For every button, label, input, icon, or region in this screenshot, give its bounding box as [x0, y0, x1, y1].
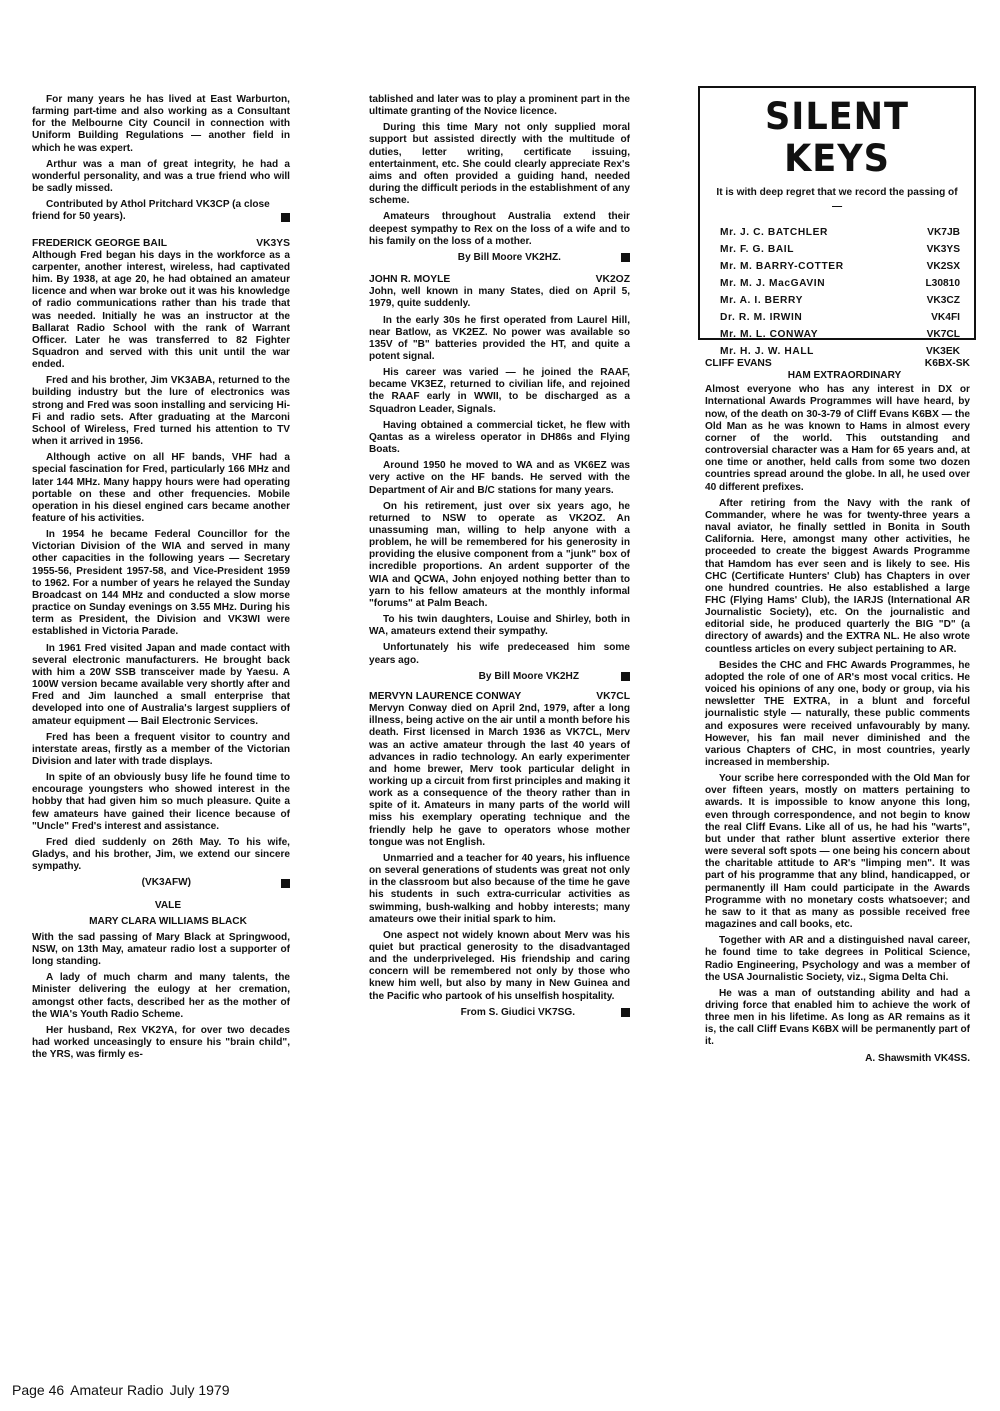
credit-line [369, 252, 630, 264]
paragraph: With the sad passing of Mary Black at Springwood, NSW, on 13th May, amateur radio lost a supporter of long standing. [32, 931, 290, 968]
member-name: Mr. M. L. CONWAY [720, 329, 819, 340]
paragraph: Arthur was a man of great integrity, he had a wonderful personality, and was a true friend who will be sadly missed. [32, 158, 290, 195]
member-callsign: VK7CL [926, 329, 960, 340]
paragraph: A lady of much charm and many talents, the Minister delivering the eulogy at her cremation, amongst other facts, described her as the mother of the WIA's Youth Radio Scheme. [32, 972, 290, 1020]
paragraph: Unmarried and a teacher for 40 years, his influence on several generations of students was great not only in the classroom but also because of the time he gave his students in such extra-curricular activities as swimming, bush-walking and hobby interests; many amateurs owe their initial spark to him. [369, 852, 630, 925]
paragraph: For many years he has lived at East Warburton, farming part-time and also working as a Consultant for the Melbourne City Council in connection with Uniform Building Regulations — another field in which he was expert. [32, 94, 290, 154]
obituary-name: CLIFF EVANS [705, 358, 772, 369]
member-name: Mr. M. J. MacGAVIN [720, 278, 826, 289]
paragraph: In spite of an obviously busy life he found time to encourage youngsters who showed interest in the hobby that had given him so much pleasure. Quite a few amateurs have gained their licence because of "Uncle" Fred's interest and assistance. [32, 772, 290, 832]
obituary-subtitle: HAM EXTRAORDINARY [787, 370, 902, 382]
paragraph: Together with AR and a distinguished naval career, he found time to take degrees in Political Science, Radio Engineering, Psychology and was a member of the USA Journalistic Society, viz., Sigma Delta Chi. [705, 935, 970, 983]
list-item [712, 275, 962, 292]
paragraph: On his retirement, just over six years ago, he returned to NSW to operate as VK2OZ. An unassuming man, willing to help anyone with a problem, he will be remembered for his generosity in providing the elusive component from a "junk" box of incredible proportions. An ardent supporter of the WIA and QCWA, John enjoyed nothing better than to yarn to his fellow amateurs at the monthly informal "forums" at Palm Beach. [369, 500, 630, 609]
credit-line [369, 671, 630, 683]
paragraph: tablished and later was to play a prominent part in the ultimate granting of the Novice licence. [369, 94, 630, 118]
paragraph: Mervyn Conway died on April 2nd, 1979, after a long illness, being active on the air until a month before his death. First licensed in March 1936 as VK7CL, Merv was an active amateur through the last 40 years of advances in radio technology. An early experimenter and home brewer, Merv took particular delight in working up a circuit from first principles and making it work as a consequence of the theory rather than in spite of it. Amateurs in many parts of the world will miss his exemplary operating technique and the friendly help he gave to operators whose mother tongue was not English. [369, 703, 630, 848]
paragraph: He was a man of outstanding ability and had a driving force that enabled him to achieve the work of three men in his lifetime. As long as AR remains as it is, the call Cliff Evans K6BX will be permanently part of it. [705, 987, 970, 1048]
paragraph: John, well known in many States, died on April 5, 1979, quite suddenly. [369, 286, 630, 310]
member-callsign: VK3CZ [926, 295, 960, 306]
paragraph: Amateurs throughout Australia extend their deepest sympathy to Rex on the loss of a wife and to his family on the loss of a mother. [369, 211, 630, 247]
page-number: Page 46 [12, 1382, 65, 1398]
member-name: Mr. M. BARRY-COTTER [720, 261, 844, 272]
member-name: Mr. H. J. W. HALL [720, 346, 814, 357]
column-2 [369, 94, 630, 1023]
obituary-name: MARY CLARA WILLIAMS BLACK [89, 915, 247, 927]
issue-date: July 1979 [169, 1382, 230, 1398]
magazine-name: Amateur Radio [70, 1382, 164, 1398]
obituary-heading-evans [705, 358, 970, 370]
paragraph: One aspect not widely known about Merv was his quiet but practical generosity to the disadvantaged and the underpriveleged. His friendship and caring concern will be remembered not only by those who knew him well, but also by many in New Guinea and the Pacific who partook of his unselfish hospitality. [369, 929, 630, 1002]
list-item [712, 292, 962, 309]
list-item [712, 258, 962, 275]
member-name: Dr. R. M. IRWIN [720, 312, 803, 323]
paragraph: Fred has been a frequent visitor to country and interstate areas, firstly as a member of the Victorian Division and later with trade displays. [32, 731, 290, 767]
paragraph: In the early 30s he first operated from Laurel Hill, near Batlow, as VK2EZ. No power was available so 135V of "B" batteries provided the HT, and quite a potent signal. [369, 314, 630, 362]
end-mark-icon [621, 1008, 630, 1017]
silent-keys-box [698, 86, 976, 357]
paragraph: His career was varied — he joined the RAAF, became VK3EZ, returned to civilian life, and rejoined the RAAF early in WWII, to be discharged as a Squadron Leader, Signals. [369, 367, 630, 415]
vale-heading: VALE [154, 899, 182, 911]
obituary-name: JOHN R. MOYLE [369, 274, 451, 286]
paragraph: Almost everyone who has any interest in DX or International Awards Programmes will have heard, by now, of the death on 30-3-79 of Cliff Evans K6BX — the Old Man as he was known to Hams in almost every corner of the world. This outstanding and controversial character was a Ham for 65 years and, at one time or another, held calls from some two dozen countries spread around the globe. In all, he used over 40 different prefixes. [705, 384, 970, 493]
credit-text: By Bill Moore VK2HZ. [457, 251, 561, 263]
obituary-callsign: K6BX-SK [924, 358, 970, 369]
list-item [712, 224, 962, 241]
member-callsign: L30810 [925, 278, 960, 289]
obituary-heading-bail [32, 238, 290, 250]
paragraph: Her husband, Rex VK2YA, for over two decades had worked unceasingly to ensure his "brain child", the YRS, was firmly es- [32, 1024, 290, 1061]
paragraph: During this time Mary not only supplied moral support but assisted directly with the multitude of duties, letter writing, certificate issuing, entertainment, etc. She could clearly appreciate Rex's aims and often provided a guiding hand, needed during the difficult periods in the establishment of any scheme. [369, 122, 630, 207]
member-callsign: VK2SX [926, 261, 960, 272]
column-3 [705, 358, 970, 1069]
list-item [712, 241, 962, 258]
end-mark-icon [621, 253, 630, 262]
paragraph: In 1961 Fred visited Japan and made contact with several electronic manufacturers. He brought back with him a 20W SSB transceiver made by Yaesu. A 100W version became available very shortly after and Fred and Jim launched a small enterprise that developed into one of Australia's largest suppliers of amateur equipment — Bail Electronic Services. [32, 642, 290, 727]
member-callsign: VK3EK [926, 346, 960, 357]
paragraph: Although active on all HF bands, VHF had a special fascination for Fred, particularly 166 MHz and later 144 MHz. Many happy hours were had operating portable on these and other frequencies. Mobile operation in his diesel engined cars became another feature of his activities. [32, 452, 290, 524]
credit-text: From S. Giudici VK7SG. [460, 1006, 575, 1018]
member-callsign: VK3YS [926, 244, 960, 255]
obituary-heading-conway [369, 691, 630, 703]
paragraph: After retiring from the Navy with the rank of Commander, where he was for twenty-three years a naval aviator, he finally settled in Bonita in South California. Here, amongst many other activities, he proceeded to create the biggest Awards Programme that Hamdom has ever seen and is likely to see. His CHC (Certificate Hunters' Club) has Chapters in over one hundred countries. He also established a large FHC (Flying Hams' Club), the IARJS (International AR Journalistic Society), etc. On the journalistic and editorial side, he produced quarterly the BIG "D" (a directory of awards) and the EXTRA NL. He also wrote countless articles on every subject pertaining to AR. [705, 497, 970, 655]
paragraph: To his twin daughters, Louise and Shirley, both in WA, amateurs extend their sympathy. [369, 614, 630, 638]
member-name: Mr. J. C. BATCHLER [720, 227, 828, 238]
credit-text: By Bill Moore VK2HZ [478, 670, 579, 682]
credit-line [32, 877, 290, 889]
paragraph: Although Fred began his days in the workforce as a carpenter, another interest, wireless, had captivated him. By 1938, at age 20, he had obtained an amateur licence and when war broke out it was his knowledge of radio communications rather than his trade that was needed. Initially he was an instructor at the Ballarat Radio School with the rank of Warrant Officer. Later he was transferred to 82 Fighter Squadron and served with this unit until the war ended. [32, 249, 290, 371]
credit-line [32, 199, 290, 223]
obituary-callsign: VK7CL [596, 690, 630, 702]
member-callsign: VK7JB [927, 227, 960, 238]
obituary-heading-moyle [369, 274, 630, 286]
end-mark-icon [621, 672, 630, 681]
list-item [712, 309, 962, 326]
silent-keys-list [712, 224, 962, 360]
member-name: Mr. A. I. BERRY [720, 295, 803, 306]
credit-line [369, 1007, 630, 1019]
credit-text: A. Shawsmith VK4SS. [865, 1052, 970, 1064]
paragraph: Fred died suddenly on 26th May. To his wife, Gladys, and his brother, Jim, we extend our sincere sympathy. [32, 836, 290, 873]
paragraph: Fred and his brother, Jim VK3ABA, returned to the building industry but the lure of electronics was strong and Fred was soon installing and servicing Hi-Fi and radio sets. After graduating at the Marconi School of Wireless, Fred turned his attention to TV when it arrived in 1956. [32, 375, 290, 448]
silent-keys-intro: It is with deep regret that we record the passing of — [716, 187, 958, 212]
silent-keys-title: SILENT KEYS [765, 95, 909, 180]
paragraph: Besides the CHC and FHC Awards Programmes, he adopted the role of one of AR's most vocal critics. He voiced his opinions of any one, body or group, via his newsletter THE EXTRA, in a blunt and forceful journalistic style — naturally, these public comments and exposures were received unfavourably by many. However, his fan mail never diminished and the various Chapters of CHC, in most countries, yearly increased in membership. [705, 659, 970, 768]
end-mark-icon [281, 879, 290, 888]
paragraph: In 1954 he became Federal Councillor for the Victorian Division of the WIA and served in many other capacities in the following years — Secretary 1955-56, President 1957-58, and Vice-President 1959 to 1962. For a number of years he relayed the Sunday Broadcast on 144 MHz and conducted a slow morse practice on Sunday evenings on 3.55 MHz. During his term as President, the Division and VK3WI were established in Victoria Parade. [32, 529, 290, 638]
member-callsign: VK4FI [931, 312, 960, 323]
obituary-callsign: VK3YS [256, 237, 290, 249]
credit-text: Contributed by Athol Pritchard VK3CP (a close friend for 50 years). [32, 199, 270, 223]
member-name: Mr. F. G. BAIL [720, 244, 795, 255]
credit-text: (VK3AFW) [141, 877, 191, 889]
page-footer [12, 1382, 230, 1398]
end-mark-icon [281, 213, 290, 222]
paragraph: Unfortunately his wife predeceased him some years ago. [369, 642, 630, 666]
obituary-callsign: VK2OZ [595, 274, 630, 286]
list-item [712, 326, 962, 343]
obituary-name: FREDERICK GEORGE BAIL [32, 237, 168, 249]
obituary-name: MERVYN LAURENCE CONWAY [369, 690, 522, 702]
paragraph: Around 1950 he moved to WA and as VK6EZ was very active on the HF bands. He served with the Department of Air and B/C stations for many years. [369, 460, 630, 496]
paragraph: Having obtained a commercial ticket, he flew with Qantas as a wireless operator in DH86s and Flying Boats. [369, 419, 630, 456]
paragraph: Your scribe here corresponded with the Old Man for over fifteen years, mostly on matters pertaining to awards. It is impossible to know anyone this long, even through correspondence, and not begin to know the real Cliff Evans. Like all of us, he had his "warts", but under that rather blunt assertive exterior there were several soft spots — one being his concern about the charitable attitude to AR's "limping men". It was part of his programme that any blind, handicapped, or permanently ill Ham could participate in the Awards Programme with no monetary costs whatsoever; and he saw to it that as many as possible received free magazines and call books, etc. [705, 773, 970, 931]
column-1 [32, 94, 290, 1065]
